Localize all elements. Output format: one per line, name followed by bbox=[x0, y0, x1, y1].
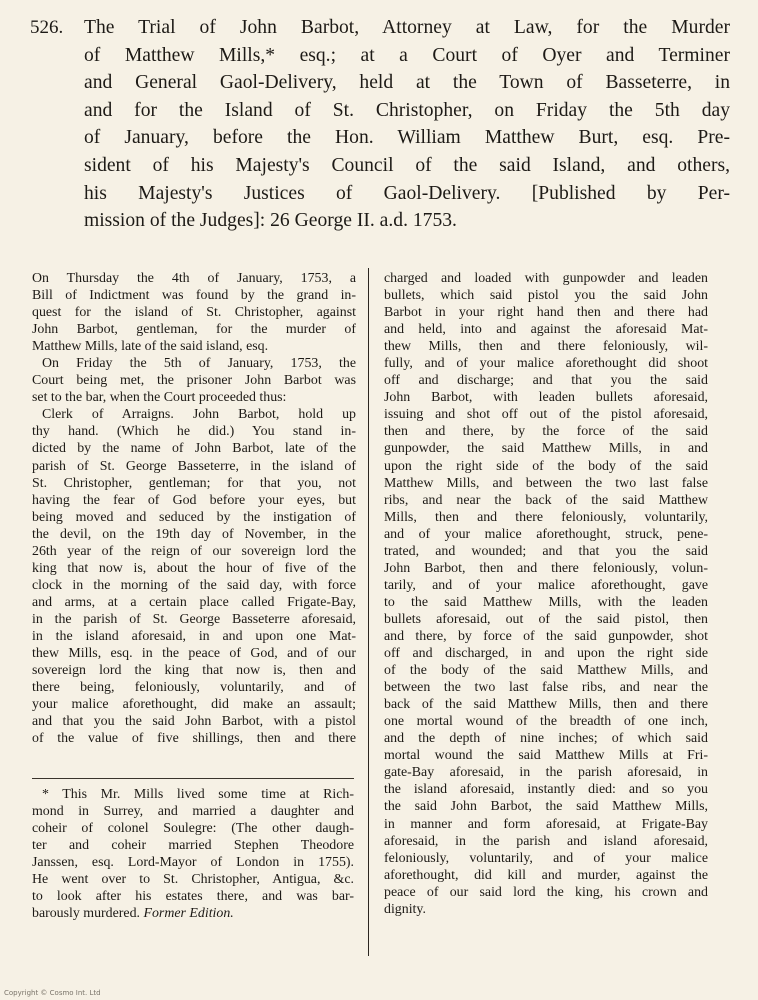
footnote-text: barously murdered. bbox=[32, 906, 141, 922]
left-column-line: being moved and seduced by the instigation of bbox=[32, 509, 356, 525]
right-column-line: one mortal wound of the breadth of one inch, bbox=[384, 714, 708, 730]
left-column-line: dicted by the name of John Barbot, late of the bbox=[32, 441, 356, 457]
left-column-line: there being, feloniously, voluntarily, and of bbox=[32, 680, 356, 696]
right-column-line: aforethought, did kill and murder, against the bbox=[384, 867, 708, 883]
left-column-line: On Friday the 5th of January, 1753, the bbox=[42, 356, 356, 372]
right-column-line: back of the said Matthew Mills, then and there bbox=[384, 697, 708, 713]
right-column-line: the said John Barbot, the said Matthew Mills, bbox=[384, 799, 708, 815]
heading-line-5: of January, before the Hon. William Matthew Burt, esq. Pre- bbox=[84, 127, 730, 149]
right-column-line: and the depth of nine inches; of which said bbox=[384, 731, 708, 747]
left-column-line: quest for the island of St. Christopher, against bbox=[32, 305, 356, 321]
left-column-line: of the value of five shillings, then and there bbox=[32, 731, 356, 747]
right-column-line: off and discharged, in and upon the right side bbox=[384, 646, 708, 662]
right-column-line: thew Mills, then and there feloniously, wil- bbox=[384, 339, 708, 355]
right-column-line: John Barbot, with leaden bullets aforesaid, bbox=[384, 390, 708, 406]
right-column-line: mortal wound the said Matthew Mills at Fri- bbox=[384, 748, 708, 764]
left-column-line: Matthew Mills, late of the said island, esq. bbox=[32, 339, 269, 355]
right-column-line: John Barbot, then and there feloniously, volun- bbox=[384, 560, 708, 576]
trial-number: 526. bbox=[30, 17, 64, 38]
footnote-line: coheir of colonel Soulegre: (The other daugh- bbox=[32, 821, 354, 837]
left-column-line: sovereign lord the king that now is, then and bbox=[32, 663, 356, 679]
right-column-line: issuing and shot off out of the pistol aforesaid, bbox=[384, 407, 708, 423]
left-column bbox=[32, 270, 356, 747]
right-column bbox=[384, 270, 708, 918]
right-column-line: and there, by force of the said gunpowder, shot bbox=[384, 628, 708, 644]
right-column-line: trated, and wounded; and that you the said bbox=[384, 543, 708, 559]
left-column-line: St. Christopher, gentleman; for that you, not bbox=[32, 475, 356, 491]
left-column-line: king that now is, about the hour of five of the bbox=[32, 560, 356, 576]
footnote-line: * This Mr. Mills lived some time at Rich- bbox=[42, 787, 354, 802]
left-column-line: clock in the morning of the said day, with force bbox=[32, 577, 356, 593]
right-column-line: ribs, and near the back of the said Matthew bbox=[384, 492, 708, 508]
footnote-line: He went over to St. Christopher, Antigua, &c. bbox=[32, 872, 354, 888]
footnote-line: to look after his estates there, and was bar- bbox=[32, 889, 354, 905]
heading-line-3: and General Gaol-Delivery, held at the Town of Basseterre, in bbox=[84, 72, 730, 94]
footnote-line: mond in Surrey, and married a daughter and bbox=[32, 804, 354, 820]
copyright-notice: Copyright © Cosmo Int. Ltd bbox=[4, 989, 101, 997]
right-column-line: between the two last false ribs, and near the bbox=[384, 680, 708, 696]
right-column-line: bullets aforesaid, out of the said pistol, then bbox=[384, 611, 708, 627]
right-column-line: and of your malice aforethought, struck, pene- bbox=[384, 526, 708, 542]
right-column-line: and held, into and against the aforesaid Mat- bbox=[384, 322, 708, 338]
left-column-line: Court being met, the prisoner John Barbot was bbox=[32, 373, 356, 389]
right-column-line: of the body of the said Matthew Mills, and bbox=[384, 663, 708, 679]
right-column-line: in manner and form aforesaid, at Frigate-Bay bbox=[384, 816, 708, 832]
heading-line-1: 526. The Trial of John Barbot, Attorney at Law, for the Murder bbox=[30, 14, 730, 42]
right-column-line: to the said Matthew Mills, with the leaden bbox=[384, 594, 708, 610]
column-divider bbox=[368, 268, 369, 956]
right-column-line: gate-Bay aforesaid, in the parish aforesaid, in bbox=[384, 765, 708, 781]
left-column-line: in the parish of St. George Basseterre aforesaid, bbox=[32, 611, 356, 627]
right-column-line: tarily, and of your malice aforethought, gave bbox=[384, 577, 708, 593]
left-column-line: having the fear of God before your eyes, but bbox=[32, 492, 356, 508]
right-column-line: Matthew Mills, and between the two last false bbox=[384, 475, 708, 491]
footnote bbox=[32, 786, 354, 922]
footnote-line: Janssen, esq. Lord-Mayor of London in 1755). bbox=[32, 855, 354, 871]
right-column-line: bullets, which said pistol you the said John bbox=[384, 288, 708, 304]
heading-line-7: his Majesty's Justices of Gaol-Delivery. [Published by Per- bbox=[84, 182, 730, 204]
heading-line-8: mission of the Judges]: 26 George II. a.d. 1753. bbox=[84, 210, 457, 232]
left-column-line: thew Mills, esq. in the peace of God, and of our bbox=[32, 646, 356, 662]
left-column-line: in the island aforesaid, in and upon one Mat- bbox=[32, 628, 356, 644]
right-column-line: off and discharge; and that you the said bbox=[384, 373, 708, 389]
trial-heading bbox=[30, 14, 730, 235]
left-column-line: On Thursday the 4th of January, 1753, a bbox=[32, 271, 356, 286]
right-column-line: dignity. bbox=[384, 901, 426, 917]
left-column-line: the devil, on the 19th day of November, in the bbox=[32, 526, 356, 542]
left-column-line: John Barbot, gentleman, for the murder of bbox=[32, 322, 356, 338]
left-column-line: your malice aforethought, did make an assault; bbox=[32, 697, 356, 713]
left-column-line: parish of St. George Basseterre, in the island of bbox=[32, 458, 356, 474]
heading-line-2: of Matthew Mills,* esq.; at a Court of Oyer and Terminer bbox=[84, 44, 730, 66]
left-column-line: thy hand. (Which he did.) You stand in- bbox=[32, 424, 356, 440]
left-column-line: and arms, at a certain place called Frigate-Bay, bbox=[32, 594, 356, 610]
right-column-line: peace of our said lord the king, his crown and bbox=[384, 884, 708, 900]
right-column-line: charged and loaded with gunpowder and leaden bbox=[384, 271, 708, 286]
right-column-line: fully, and of your malice aforethought did shoot bbox=[384, 356, 708, 372]
left-column-line: Bill of Indictment was found by the grand in- bbox=[32, 288, 356, 304]
left-column-line: and that you the said John Barbot, with a pistol bbox=[32, 714, 356, 730]
footnote-source: Former Edition. bbox=[143, 906, 234, 922]
footnote-line: ter and coheir married Stephen Theodore bbox=[32, 838, 354, 854]
left-column-line: set to the bar, when the Court proceeded thus: bbox=[32, 390, 287, 406]
heading-line-4: and for the Island of St. Christopher, on Friday the 5th day bbox=[84, 99, 730, 121]
right-column-line: gunpowder, the said Matthew Mills, in and bbox=[384, 441, 708, 457]
footnote-divider bbox=[32, 778, 354, 779]
right-column-line: aforesaid, in the parish and island aforesaid, bbox=[384, 833, 708, 849]
right-column-line: upon the right side of the body of the said bbox=[384, 458, 708, 474]
right-column-line: Mills, then and there feloniously, voluntarily, bbox=[384, 509, 708, 525]
left-column-line: Clerk of Arraigns. John Barbot, hold up bbox=[42, 407, 356, 423]
right-column-line: Barbot in your right hand then and there had bbox=[384, 305, 708, 321]
right-column-line: feloniously, voluntarily, and of your malice bbox=[384, 850, 708, 866]
right-column-line: the island aforesaid, instantly died: and so you bbox=[384, 782, 708, 798]
footnote-line bbox=[32, 905, 354, 922]
left-column-line: 26th year of the reign of our sovereign lord the bbox=[32, 543, 356, 559]
right-column-line: then and there, by the force of the said bbox=[384, 424, 708, 440]
heading-line-6: sident of his Majesty's Council of the said Island, and others, bbox=[84, 154, 730, 176]
